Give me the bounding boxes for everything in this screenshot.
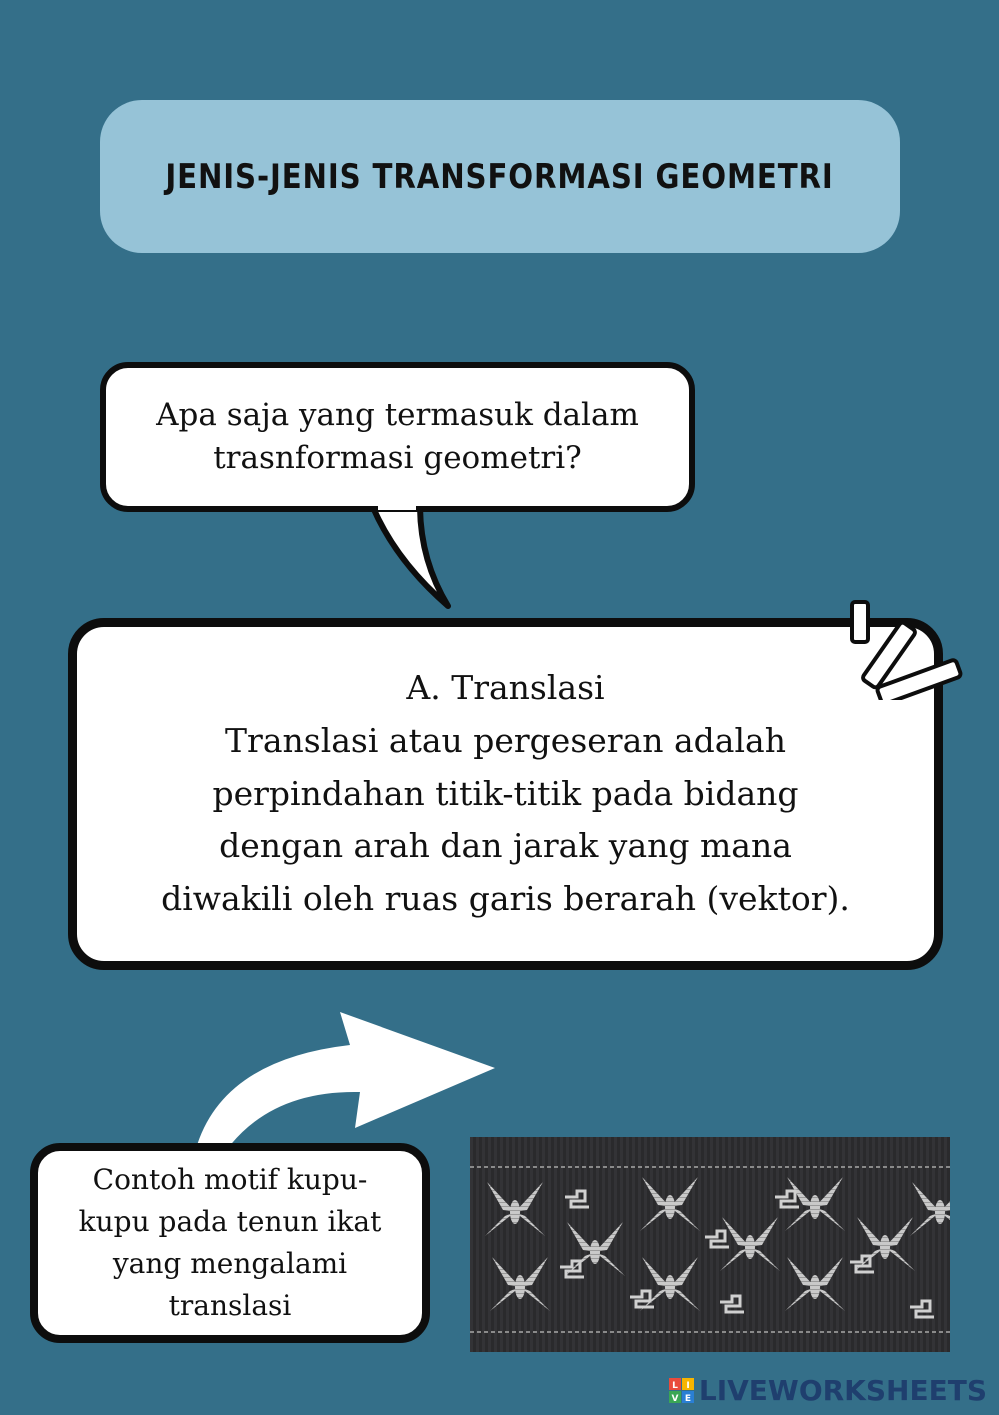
example-line-3: yang mengalami <box>112 1247 348 1280</box>
svg-text:L: L <box>672 1380 678 1391</box>
title-banner <box>100 100 900 253</box>
tail-seam <box>378 500 416 510</box>
page-title: JENIS-JENIS TRANSFORMASI GEOMETRI <box>165 156 835 197</box>
liveworksheets-logo <box>669 1374 987 1407</box>
emphasis-marks-icon <box>840 590 999 700</box>
question-line-1: Apa saja yang termasuk dalam <box>156 396 639 433</box>
svg-text:I: I <box>686 1380 690 1391</box>
svg-text:E: E <box>684 1393 691 1404</box>
definition-line-2: perpindahan titik-titik pada bidang <box>212 773 799 813</box>
svg-text:V: V <box>671 1393 679 1404</box>
ikat-textile-image <box>470 1137 950 1352</box>
definition-line-3: dengan arah dan jarak yang mana <box>219 826 792 866</box>
liveworksheets-logo-icon <box>669 1378 695 1404</box>
butterfly-motif-pattern <box>470 1137 950 1352</box>
example-line-4: translasi <box>168 1289 292 1322</box>
brand-name: LIVEWORKSHEETS <box>698 1374 987 1407</box>
example-caption-box <box>30 1143 430 1343</box>
translation-definition-box <box>68 618 943 970</box>
question-bubble <box>100 362 695 512</box>
example-line-1: Contoh motif kupu- <box>92 1163 368 1196</box>
definition-line-4: diwakili oleh ruas garis berarah (vektor). <box>161 879 850 919</box>
definition-line-1: Translasi atau pergeseran adalah <box>225 720 786 760</box>
example-line-2: kupu pada tenun ikat <box>78 1205 382 1238</box>
question-line-2: trasnformasi geometri? <box>213 440 582 476</box>
definition-heading: A. Translasi <box>406 668 605 707</box>
